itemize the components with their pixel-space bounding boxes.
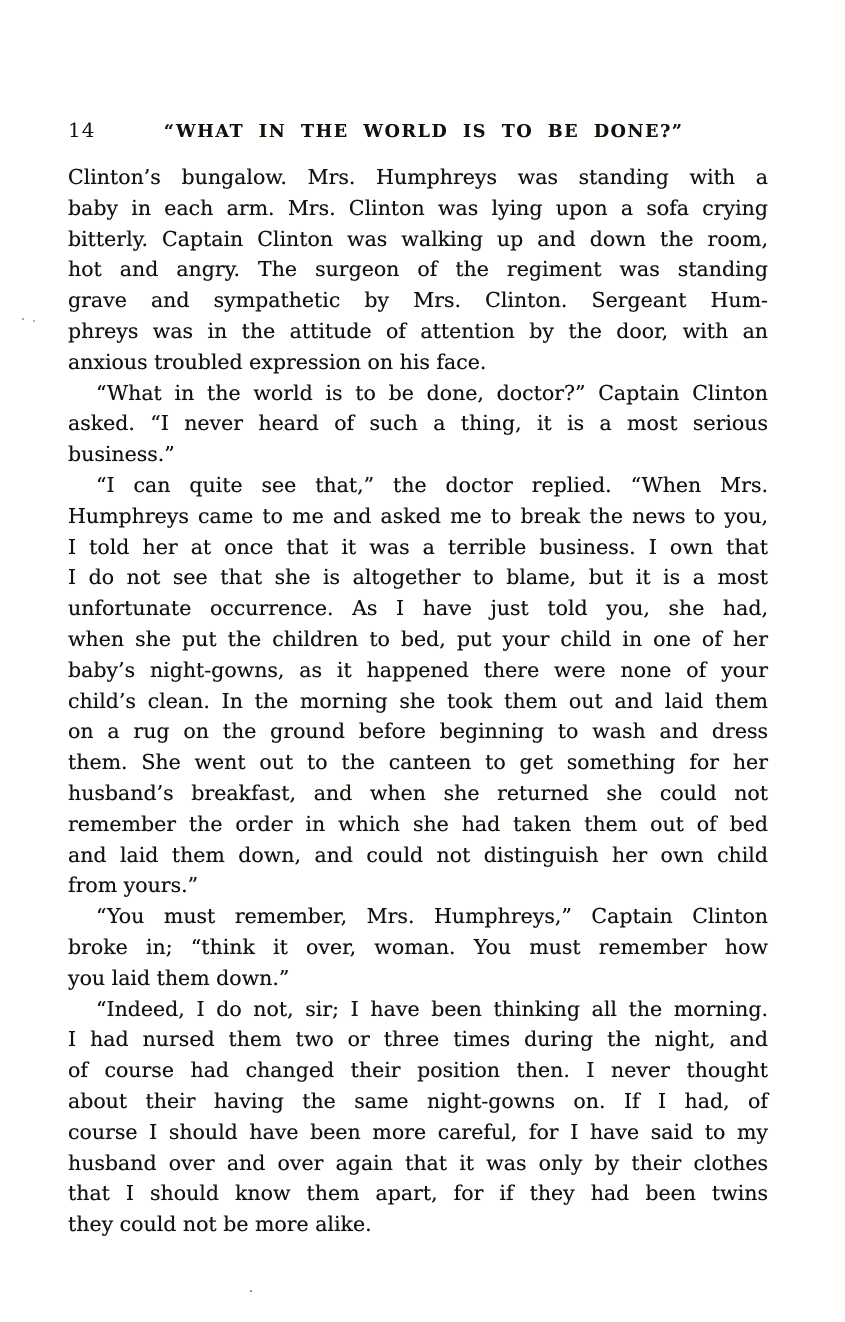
text-line: course I should have been more careful, for I have said to my [68,1119,768,1144]
page-number: 14 [68,118,96,142]
scan-speck [22,318,24,320]
text-line: husband’s breakfast, and when she returned she could not [68,780,768,805]
text-line: unfortunate occurrence. As I have just told you, she had, [68,596,768,621]
text-line: bitterly. Captain Clinton was walking up and down the room, [68,226,768,251]
body-text [68,162,768,1240]
text-line: “What in the world is to be done, doctor?” Captain Clinton [96,380,768,405]
text-line: “You must remember, Mrs. Humphreys,” Captain Clinton [96,904,768,929]
running-header: “WHAT IN THE WORLD IS TO BE DONE?” [163,122,684,142]
text-line: child’s clean. In the morning she took them out and laid them [68,688,768,713]
text-line: phreys was in the attitude of attention by the door, with an [68,318,768,343]
text-line: Humphreys came to me and asked me to break the news to you, [68,503,768,528]
text-line: about their having the same night-gowns on. If I had, of [68,1088,768,1113]
text-line: remember the order in which she had taken them out of bed [68,811,768,836]
text-line: I do not see that she is altogether to blame, but it is a most [68,565,768,590]
text-line: baby’s night-gowns, as it happened there were none of your [68,657,768,682]
page-header [68,118,768,142]
text-line: you laid them down.” [68,965,290,990]
text-line: them. She went out to the canteen to get something for her [68,750,768,775]
scan-speck [250,1290,252,1292]
text-line: business.” [68,442,175,467]
text-line: I told her at once that it was a terrible business. I own that [68,534,768,559]
text-line: “Indeed, I do not, sir; I have been thinking all the morning. [96,996,768,1021]
text-line: hot and angry. The surgeon of the regiment was standing [68,257,768,282]
text-line: when she put the children to bed, put your child in one of her [68,626,768,651]
text-line: grave and sympathetic by Mrs. Clinton. Sergeant Hum- [68,288,768,313]
text-line: Clinton’s bungalow. Mrs. Humphreys was standing with a [68,165,768,189]
text-line: baby in each arm. Mrs. Clinton was lying upon a sofa crying [68,195,768,220]
text-line: “I can quite see that,” the doctor replied. “When Mrs. [96,472,768,497]
text-line: I had nursed them two or three times during the night, and [68,1027,768,1052]
text-line: that I should know them apart, for if they had been twins [68,1181,768,1206]
text-line: they could not be more alike. [68,1212,372,1237]
text-line: and laid them down, and could not distinguish her own child [68,842,768,867]
text-line: from yours.” [68,873,199,898]
text-line: anxious troubled expression on his face. [68,349,487,374]
text-line: on a rug on the ground before beginning to wash and dress [68,719,768,744]
text-line: of course had changed their position then. I never thought [68,1058,768,1083]
text-line: broke in; “think it over, woman. You must remember how [68,934,768,959]
text-line: asked. “I never heard of such a thing, it is a most serious [68,411,768,436]
text-line: husband over and over again that it was only by their clothes [68,1150,768,1175]
